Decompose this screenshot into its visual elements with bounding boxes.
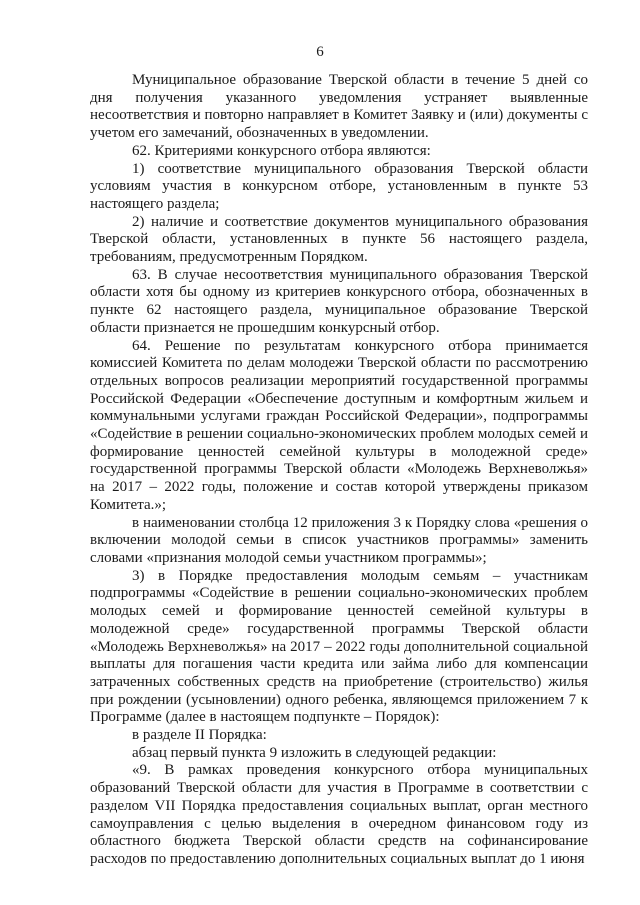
paragraph-item-3-order: 3) в Порядке предоставления молодым семьям – участникам подпрограммы «Содействие в решении социально-экономических проблем молодых семей и формирование ценностей семейной культуры в молодежной среде» государственной программы Тверской области «Молодежь Верхневолжья» на 2017 – 2022 годы дополнительной социальной выплаты для погашения части кредита или займа либо для компенсации затраченных собственных средств на приобретение (строительство) жилья при рождении (усыновлении) одного ребенка, являющемся приложением 7 к Программе (далее в настоящем подпункте – Порядок): — [90, 567, 588, 726]
paragraph-point-9-intro: абзац первый пункта 9 изложить в следующей редакции: — [132, 744, 497, 761]
paragraph-63: 63. В случае несоответствия муниципального образования Тверской области хотя бы одному из критериев конкурсного отбора, обозначенных в пункте 62 настоящего раздела, муниципальное образование Тверской области признается не прошедшим конкурсный отбор. — [90, 266, 588, 336]
paragraph-62-criterion-2: 2) наличие и соответствие документов муниципального образования Тверской области, установленных в пункте 56 настоящего раздела, требованиям, предусмотренным Порядком. — [90, 213, 588, 266]
document-body — [90, 72, 588, 869]
page-number: 6 — [316, 44, 324, 60]
paragraph-section-ii: в разделе II Порядка: — [132, 727, 267, 744]
paragraph-notice-resubmission: Муниципальное образование Тверской области в течение 5 дней со дня получения указанного уведомления устраняет выявленные несоответствия и повторно направляет в Комитет Заявку и (или) документы с учетом его замечаний, обозначенных в уведомлении. — [90, 72, 588, 142]
paragraph-62-heading: 62. Критериями конкурсного отбора являются: — [132, 142, 431, 159]
paragraph-column-12-amendment: в наименовании столбца 12 приложения 3 к Порядку слова «решения о включении молодой семьи в список участников программы» заменить словами «признания молодой семьи участником программы»; — [90, 514, 588, 566]
paragraph-62-criterion-1: 1) соответствие муниципального образования Тверской области условиям участия в конкурсном отборе, установленным в пункте 53 настоящего раздела; — [90, 160, 588, 212]
paragraph-point-9-text: «9. В рамках проведения конкурсного отбора муниципальных образований Тверской области для участия в Программе в соответствии с разделом VII Порядка предоставления социальных выплат, орган местного самоуправления с целью выделения в очередном финансовом году из областного бюджета Тверской области средств на софинансирование расходов по предоставлению дополнительных социальных выплат до 1 июня — [90, 762, 588, 867]
paragraph-64: 64. Решение по результатам конкурсного отбора принимается комиссией Комитета по делам молодежи Тверской области по рассмотрению отдельных вопросов реализации мероприятий государственной программы Российской Федерации «Обеспечение доступным и комфортным жильем и коммунальными услугами граждан Российской Федерации», подпрограммы «Содействие в решении социально-экономических проблем молодых семей и формирование ценностей семейной культуры в молодежной среде» государственной программы Тверской области «Молодежь Верхневолжья» на 2017 – 2022 годы, положение и состав которой утверждены приказом Комитета.»; — [90, 337, 588, 513]
